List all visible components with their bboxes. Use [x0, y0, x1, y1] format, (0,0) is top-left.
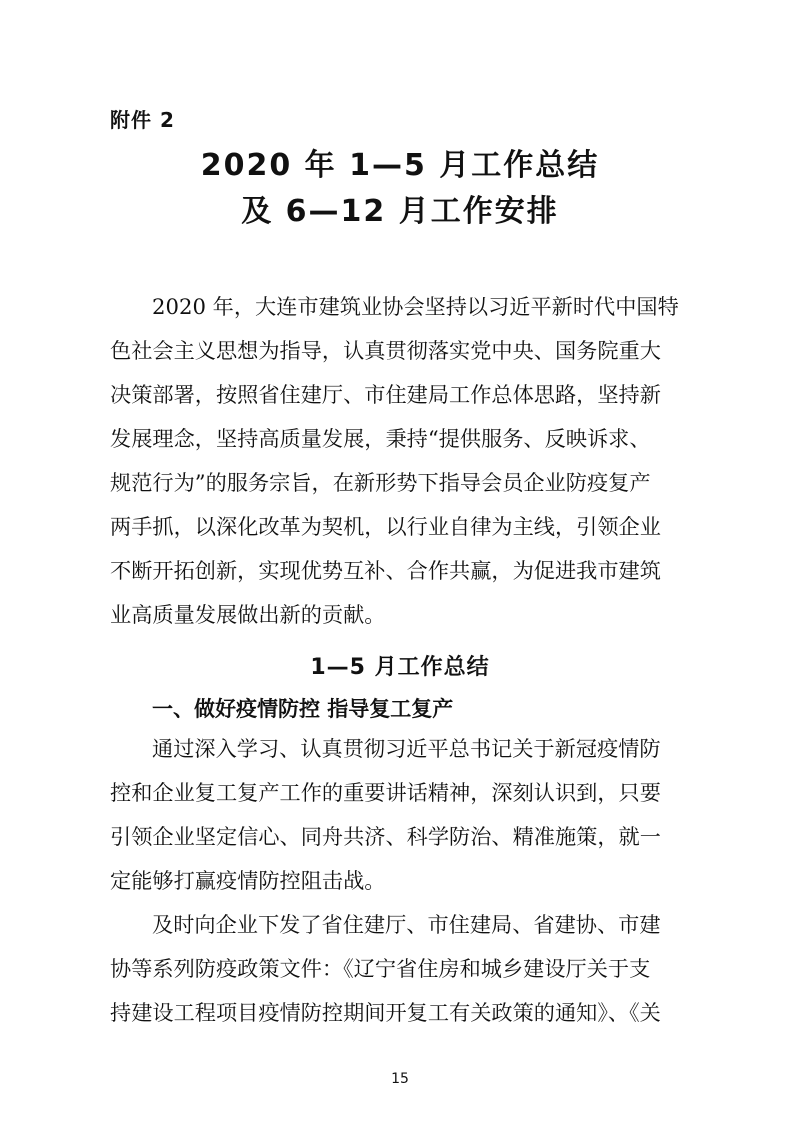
- paragraph-line: 发展理念，坚持高质量发展，秉持“提供服务、反映诉求、: [110, 426, 651, 451]
- subsection-heading: 一、做好疫情防控 指导复工复产: [152, 697, 454, 721]
- paragraph-line: 决策部署，按照省住建厅、市住建局工作总体思路，坚持新: [110, 382, 661, 407]
- paragraph-line: 定能够打赢疫情防控阻击战。: [110, 868, 386, 893]
- paragraph-line: 控和企业复工复产工作的重要讲话精神，深刻认识到，只要: [110, 780, 661, 805]
- paragraph-line: 及时向企业下发了省住建厅、市住建局、省建协、市建: [152, 912, 661, 937]
- paragraph-line: 引领企业坚定信心、同舟共济、科学防治、精准施策，就一: [110, 824, 661, 849]
- document-title-line-1: 2020 年 1—5 月工作总结: [200, 148, 600, 183]
- paragraph-line: 通过深入学习、认真贯彻习近平总书记关于新冠疫情防: [152, 736, 661, 761]
- paragraph-line: 持建设工程项目疫情防控期间开复工有关政策的通知》、《关: [110, 1000, 661, 1025]
- paragraph-line: 色社会主义思想为指导，认真贯彻落实党中央、国务院重大: [110, 338, 661, 363]
- paragraph-line: 两手抓，以深化改革为契机，以行业自律为主线，引领企业: [110, 514, 661, 539]
- document-title-line-2: 及 6—12 月工作安排: [241, 194, 559, 229]
- paragraph-line: 不断开拓创新，实现优势互补、合作共赢，为促进我市建筑: [110, 558, 661, 583]
- paragraph-line: 2020 年，大连市建筑业协会坚持以习近平新时代中国特: [152, 294, 679, 319]
- paragraph-line: 协等系列防疫政策文件：《辽宁省住房和城乡建设厅关于支: [110, 956, 651, 981]
- paragraph-line: 规范行为”的服务宗旨，在新形势下指导会员企业防疫复产: [110, 470, 651, 495]
- page-number: 15: [391, 1071, 409, 1087]
- attachment-label: 附件 2: [110, 108, 175, 132]
- section-title: 1—5 月工作总结: [310, 655, 490, 680]
- paragraph-line: 业高质量发展做出新的贡献。: [110, 602, 386, 627]
